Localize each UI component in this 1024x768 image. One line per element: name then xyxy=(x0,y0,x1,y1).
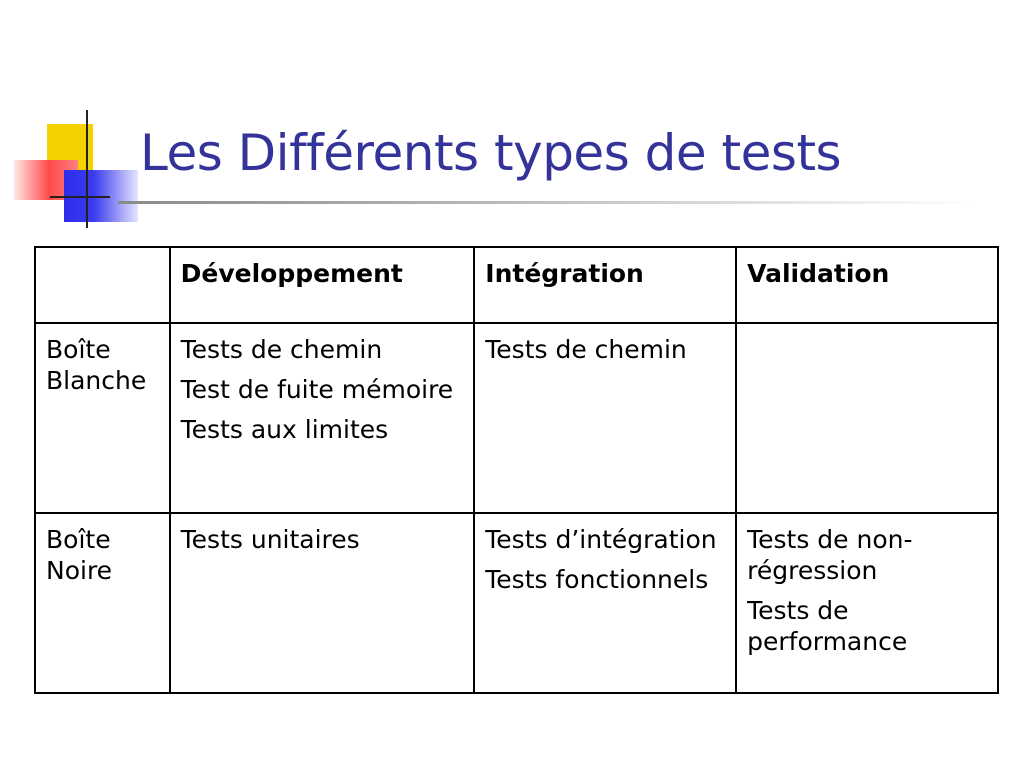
logo-vertical-line xyxy=(86,110,88,228)
table-header-row xyxy=(35,247,998,323)
logo-horizontal-line xyxy=(50,196,110,198)
cell-item: Tests unitaires xyxy=(180,525,360,554)
row-label-boite-blanche: Boîte Blanche xyxy=(35,323,170,513)
colored-squares-logo-icon xyxy=(0,100,150,240)
title-underline xyxy=(118,201,978,204)
cell-item: Tests d’intégration xyxy=(485,525,717,554)
test-types-table xyxy=(34,246,999,694)
cell-item: Tests aux limites xyxy=(180,415,389,444)
cell-item: Tests de chemin xyxy=(485,335,687,364)
cell-noire-developpement xyxy=(170,513,475,693)
cell-blanche-validation xyxy=(736,323,998,513)
cell-noire-integration xyxy=(474,513,736,693)
table-row-boite-noire xyxy=(35,513,998,693)
header-developpement: Développement xyxy=(170,247,475,323)
slide-title: Les Différents types de tests xyxy=(140,124,842,182)
row-label-boite-noire: Boîte Noire xyxy=(35,513,170,693)
header-empty-cell xyxy=(35,247,170,323)
cell-item: Test de fuite mémoire xyxy=(180,375,454,404)
cell-noire-validation xyxy=(736,513,998,693)
cell-blanche-developpement xyxy=(170,323,475,513)
table-row-boite-blanche xyxy=(35,323,998,513)
header-validation: Validation xyxy=(736,247,998,323)
cell-item: Tests de non-régression xyxy=(747,525,913,585)
cell-item: Tests de performance xyxy=(747,596,908,656)
cell-item: Tests de chemin xyxy=(180,335,383,364)
cell-item: Tests fonctionnels xyxy=(485,565,709,594)
header-integration: Intégration xyxy=(474,247,736,323)
cell-blanche-integration xyxy=(474,323,736,513)
